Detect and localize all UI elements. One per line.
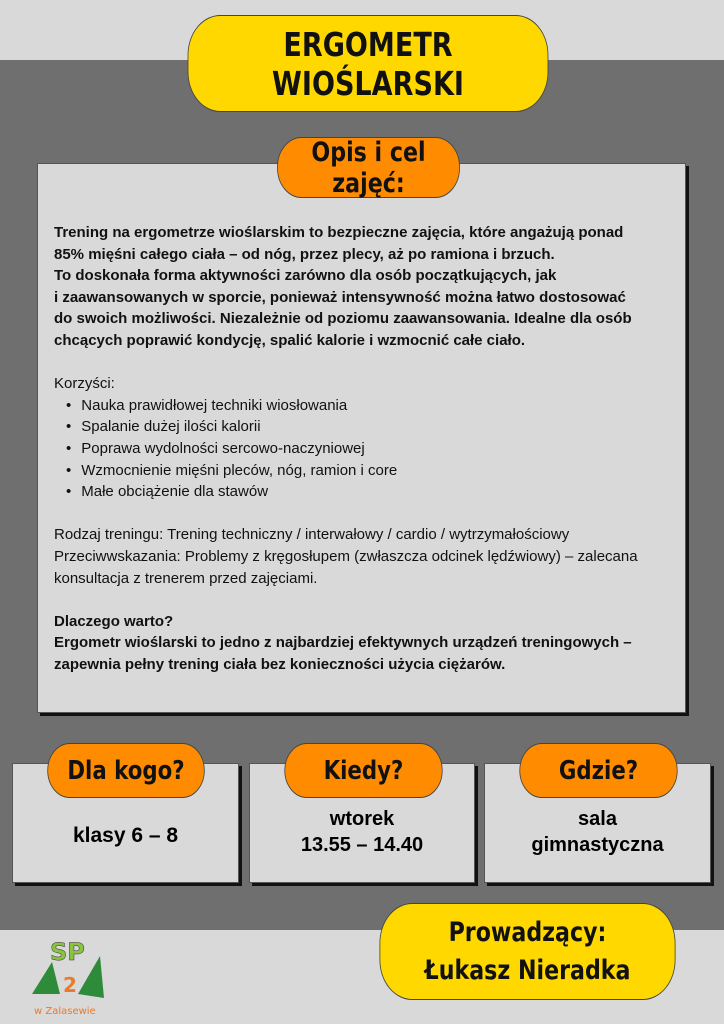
description-heading-pill [277,137,460,198]
list-item: • Poprawa wydolności sercowo-naczyniowej [66,438,669,460]
benefits-list [54,395,669,503]
intro-line: Trening na ergometrze wioślarskim to bezpieczne zajęcia, które angażują ponad [54,224,624,241]
info-value: sala [578,808,617,830]
description-panel [37,163,686,713]
school-logo [30,936,110,1020]
intro-line: To doskonała forma aktywności zarówno dla osób początkujących, jak [54,267,557,285]
intro-text [54,222,669,352]
intro-line: chcących poprawić kondycję, spalić kalorie i wzmocnić całe ciało. [54,331,526,349]
info-heading: Dla kogo? [67,755,185,786]
logo-number-text: 2 [63,973,77,997]
list-item: • Małe obciążenie dla stawów [66,481,669,503]
where-heading-pill [519,743,677,798]
description-heading: Opis i cel zajęć: [311,136,426,199]
tree-left-icon [32,962,60,994]
info-value: 13.55 – 14.40 [300,834,424,856]
intro-line: do swoich możliwości. Niezależnie od poziomu zaawansowania. Idealne dla osób [54,310,632,328]
info-heading: Kiedy? [323,755,404,786]
list-item: • Spalanie dużej ilości kalorii [66,416,669,438]
info-value: wtorek [329,808,395,830]
who-heading-pill [47,743,204,798]
intro-line: 85% mięśni całego ciała – od nóg, przez plecy, aż po ramiona i brzuch. [54,245,555,263]
training-type: Rodzaj treningu: Trening techniczny / interwałowy / cardio / wytrzymałościowy [54,526,570,544]
why-line: Ergometr wioślarski to jedno z najbardziej efektywnych urządzeń treningowych – [54,634,632,652]
list-item: • Nauka prawidłowej techniki wiosłowania [66,395,669,417]
when-heading-pill [284,743,442,798]
instructor-pill [379,903,675,1000]
benefits-label: Korzyści: [54,375,115,393]
info-value: klasy 6 – 8 [72,824,179,847]
instructor-label: Prowadzący: [448,916,607,948]
info-heading: Gdzie? [558,755,639,786]
intro-line: i zaawansowanych w sporcie, ponieważ intensywność można łatwo dostosować [54,288,626,306]
why-line: zapewnia pełny trening ciała bez konieczności użycia ciężarów. [54,655,506,673]
info-value: gimnastyczna [531,834,664,856]
page-title: ERGOMETR WIOŚLARSKI [272,24,464,103]
contraindications-line: Przeciwwskazania: Problemy z kręgosłupem (zwłaszcza odcinek lędźwiowy) – zalecana [54,547,638,565]
instructor-name: Łukasz Nieradka [424,954,631,986]
why-heading: Dlaczego warto? [54,612,174,630]
list-item: • Wzmocnienie mięśni pleców, nóg, ramion i core [66,460,669,482]
title-banner [188,15,549,112]
logo-sp-text: SP [50,938,85,966]
contraindications-line: konsultacja z trenerem przed zajęciami. [54,569,318,587]
logo-sub-text: w Zalasewie [34,1006,96,1017]
